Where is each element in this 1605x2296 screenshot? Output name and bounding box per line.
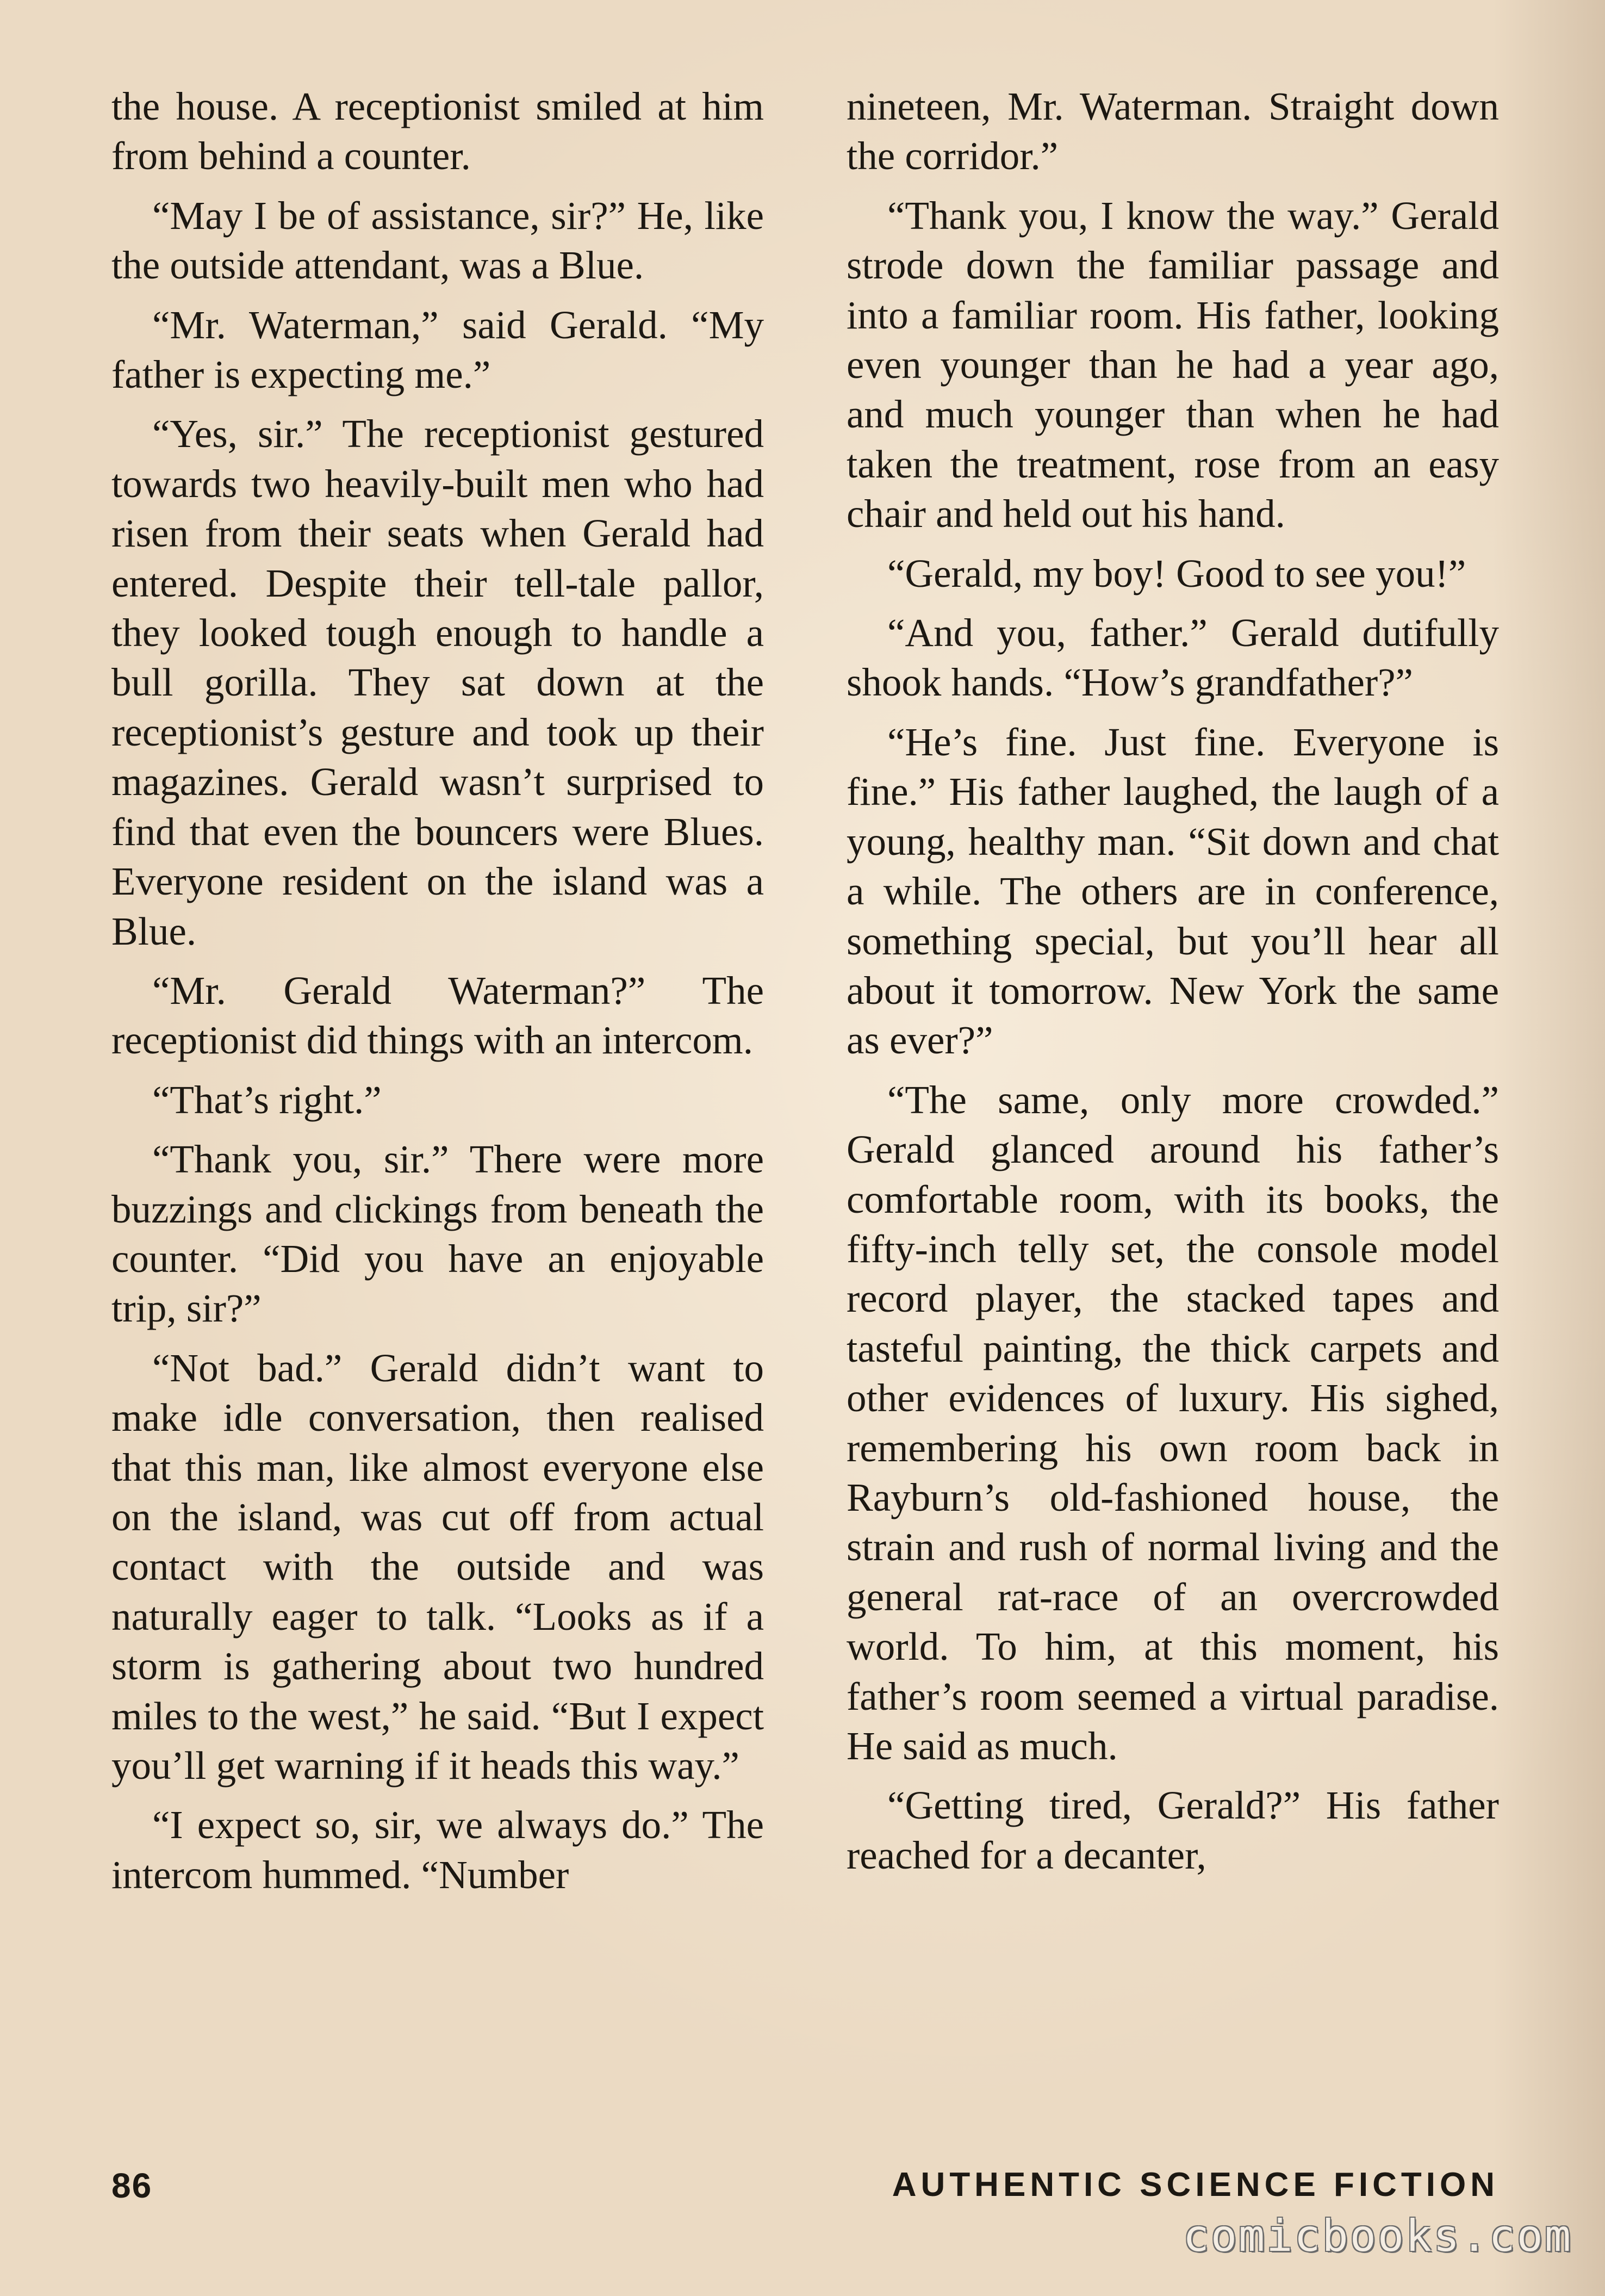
paragraph: “May I be of assistance, sir?” He, like the outside attendant, was a Blue. [111,193,764,288]
left-column [111,82,764,1900]
paragraph: “Yes, sir.” The receptionist gestured towards two heavily-built men who had risen from their seats when Gerald had entered. Despite their tell-tale pallor, they looked tough enough to handle a bull gorilla. They sat down at the receptionist’s gesture and took up their magazines. Gerald wasn’t surprised to find that even the bouncers were Blues. Everyone resident on the island was a Blue. [111,412,764,953]
paragraph: “Mr. Gerald Waterman?” The receptionist did things with an intercom. [111,968,764,1063]
watermark: comicbooks.com [1183,2211,1572,2261]
paragraph: the house. A receptionist smiled at him from behind a counter. [111,84,764,178]
paragraph: “Thank you, sir.” There were more buzzings and clickings from beneath the counter. “Did you have an enjoyable trip, sir?” [111,1137,764,1331]
paragraph: “That’s right.” [152,1077,382,1122]
page-footer [111,2165,1499,2214]
paragraph: “And you, father.” Gerald dutifully shook hands. “How’s grandfather?” [847,611,1499,705]
paragraph: “I expect so, sir, we always do.” The intercom hummed. “Number [111,1803,764,1897]
paragraph: “Mr. Waterman,” said Gerald. “My father is expecting me.” [111,302,764,397]
paragraph: “Not bad.” Gerald didn’t want to make idle conversation, then realised that this man, like almost everyone else on the island, was cut off from actual contact with the outside and was naturally eager to talk. “Looks as if a storm is gathering about two hundred miles to the west,” he said. “But I expect you’ll get warning if it heads this way.” [111,1345,764,1788]
paragraph: “He’s fine. Just fine. Everyone is fine.” His father laughed, the laugh of a young, healthy man. “Sit down and chat a while. The others are in conference, something special, but you’ll hear all about it tomorrow. New York the same as ever?” [847,719,1499,1063]
paragraph: “Thank you, I know the way.” Gerald strode down the familiar passage and into a familiar room. His father, looking even younger than he had a year ago, and much younger than when he had taken the treatment, rose from an easy chair and held out his hand. [847,193,1499,536]
page-number: 86 [111,2166,153,2205]
right-column [847,82,1499,1880]
paragraph: nineteen, Mr. Waterman. Straight down the corridor.” [847,84,1499,178]
running-title: AUTHENTIC SCIENCE FICTION [892,2166,1499,2204]
paragraph: “Getting tired, Gerald?” His father reached for a decanter, [847,1783,1499,1877]
paragraph: “Gerald, my boy! Good to see you!” [887,551,1466,595]
paragraph: “The same, only more crowded.” Gerald glanced around his father’s comfortable room, with its books, the fifty-inch telly set, the console model record player, the stacked tapes and tasteful painting, the thick carpets and other evidences of luxury. His sighed, remembering his own room back in Rayburn’s old-fashioned house, the strain and rush of normal living and the general rat-race of an overcrowded world. To him, at this moment, his father’s room seemed a virtual paradise. He said as much. [847,1077,1499,1768]
